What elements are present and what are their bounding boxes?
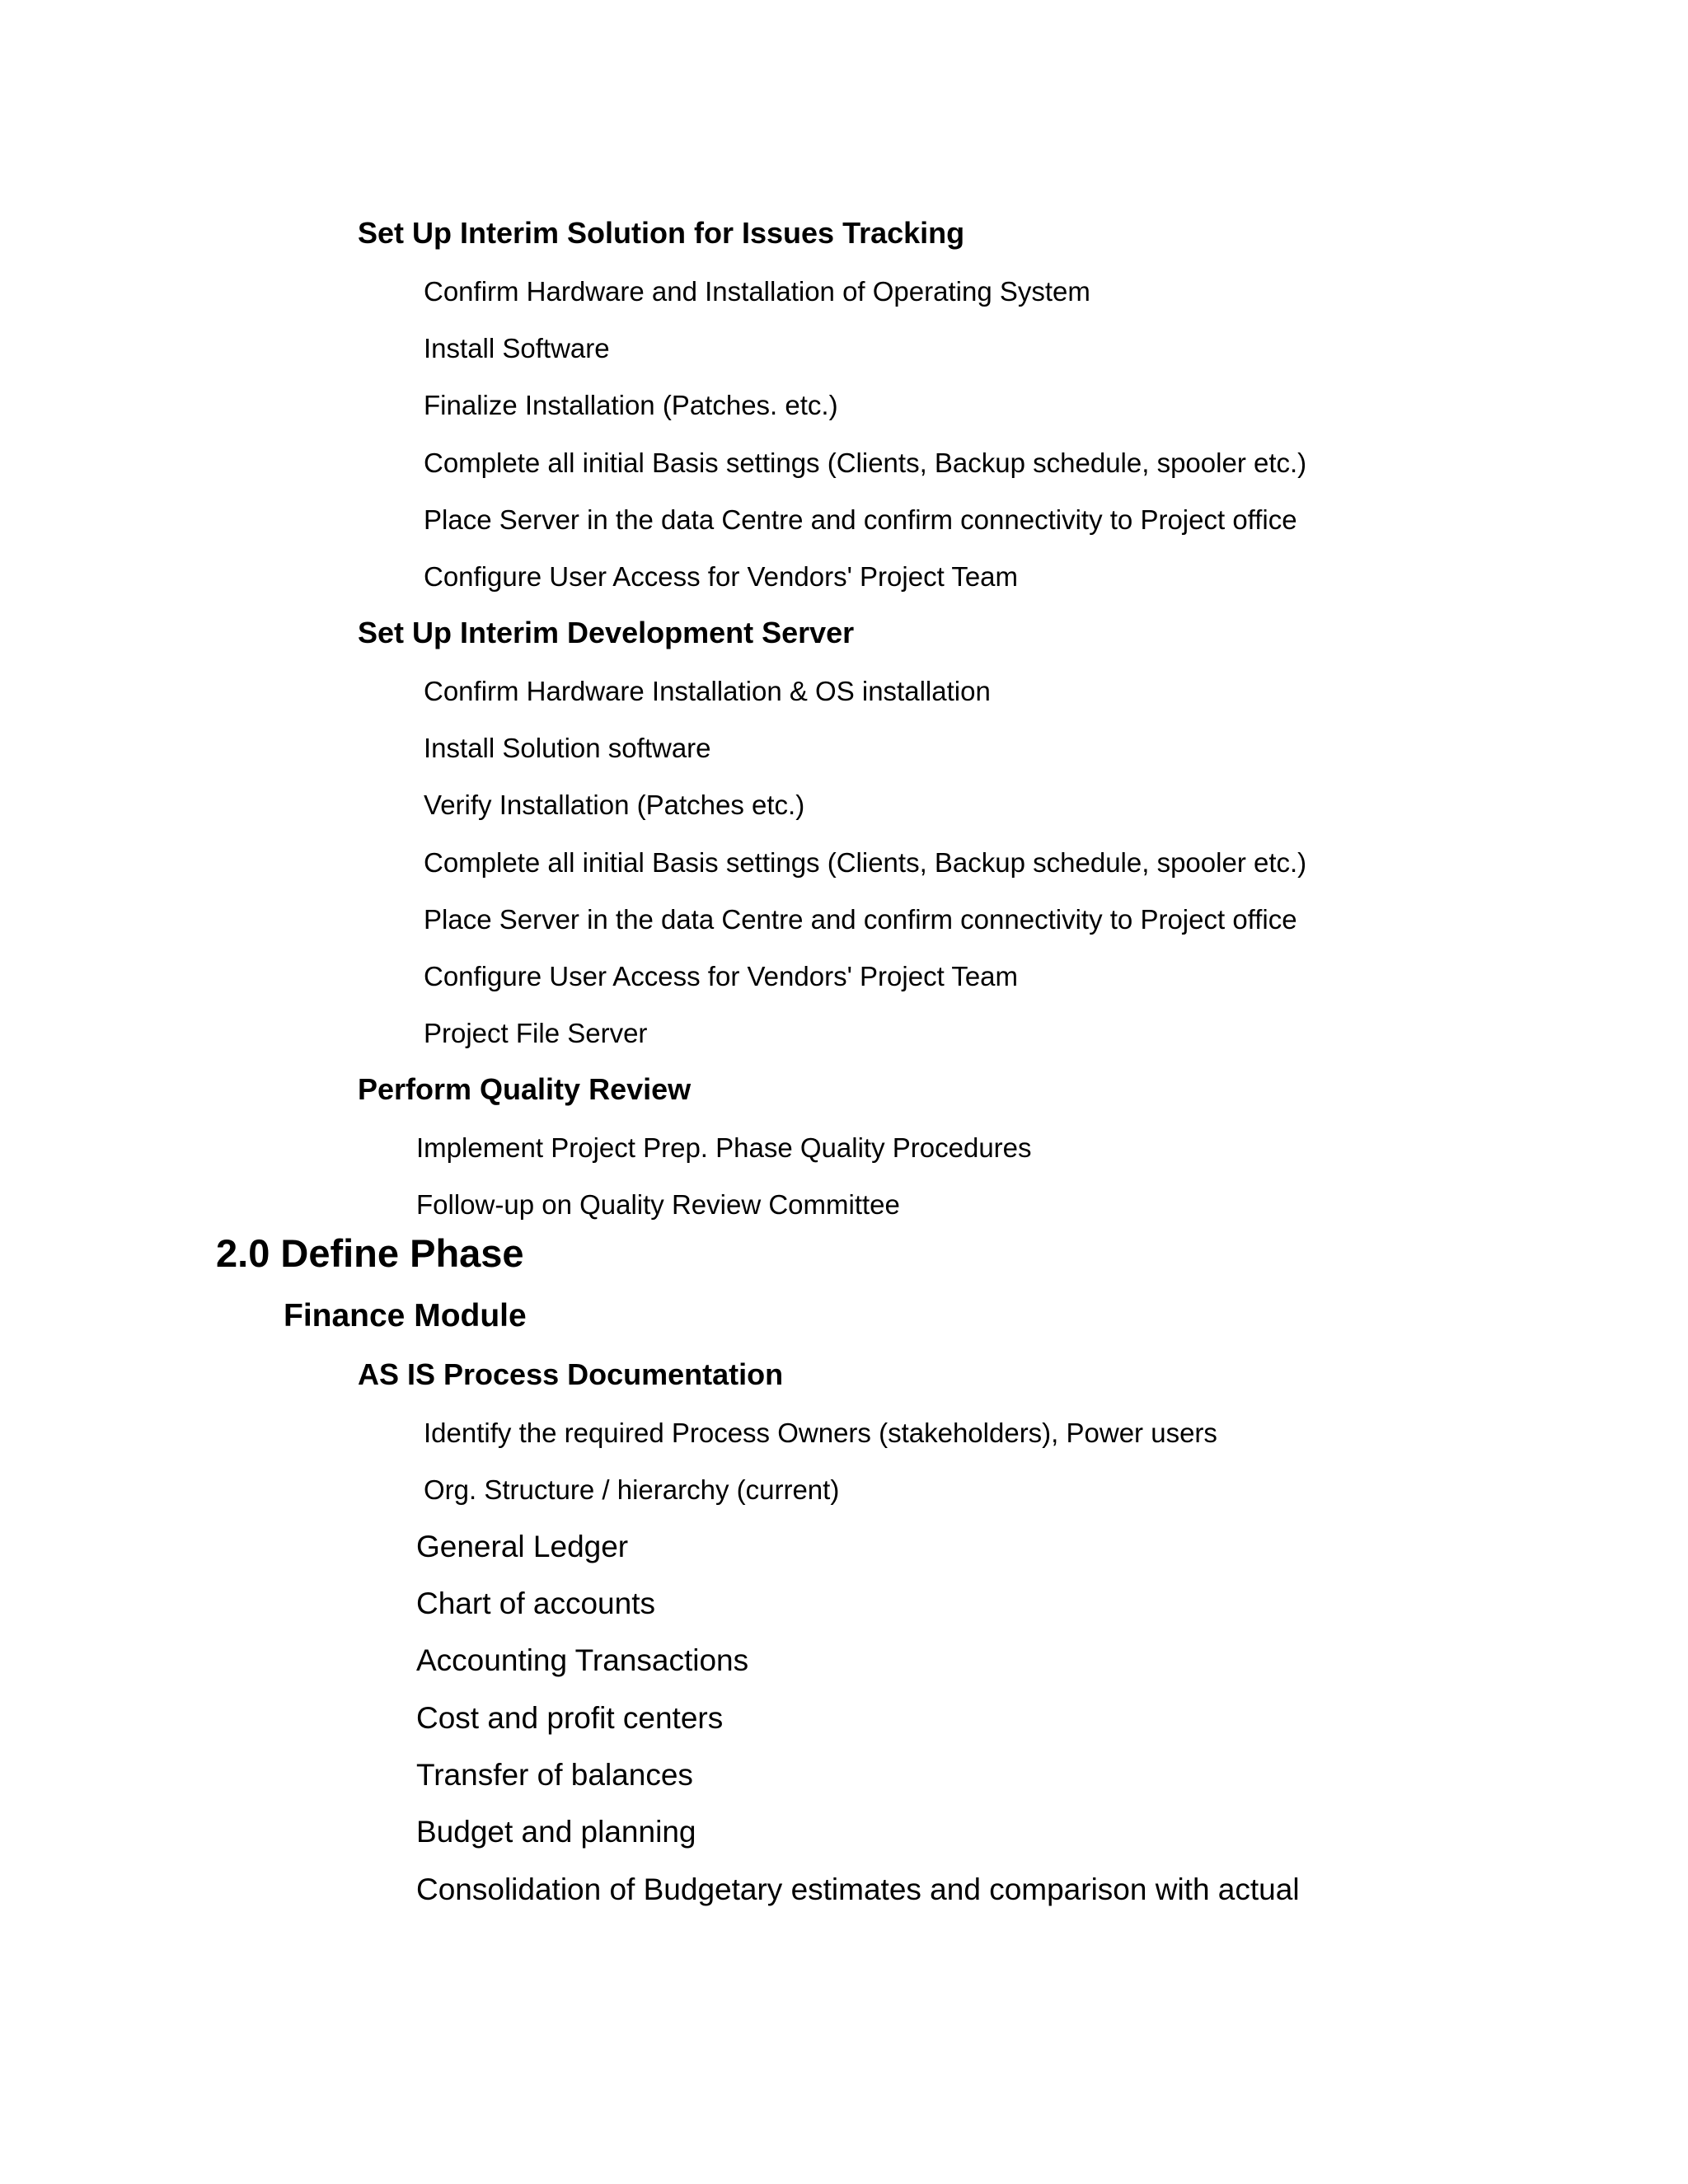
task-item: Cost and profit centers [416,1701,724,1735]
task-item: Install Solution software [424,733,711,763]
task-item: Confirm Hardware and Installation of Operating System [424,276,1090,307]
task-item: Budget and planning [416,1815,696,1849]
task-item: Implement Project Prep. Phase Quality Procedures [416,1132,1032,1163]
task-item: Verify Installation (Patches etc.) [424,790,805,820]
task-item: General Ledger [416,1530,629,1563]
task-item: Org. Structure / hierarchy (current) [424,1474,840,1505]
section-heading-as-is: AS IS Process Documentation [358,1357,784,1391]
task-item: Configure User Access for Vendors' Project Team [424,961,1019,991]
module-heading: Finance Module [284,1298,527,1333]
task-item: Identify the required Process Owners (stakeholders), Power users [424,1418,1217,1448]
section-heading-issues-tracking: Set Up Interim Solution for Issues Tracking [358,216,965,250]
task-item: Finalize Installation (Patches. etc.) [424,390,838,420]
task-item: Install Software [424,333,610,363]
task-item: Complete all initial Basis settings (Clients, Backup schedule, spooler etc.) [424,448,1307,478]
task-item: Place Server in the data Centre and confirm connectivity to Project office [424,504,1297,535]
section-heading-quality-review: Perform Quality Review [358,1072,692,1106]
phase-heading: 2.0 Define Phase [216,1231,524,1275]
task-item: Chart of accounts [416,1586,655,1620]
task-item: Configure User Access for Vendors' Project Team [424,561,1019,592]
task-item: Consolidation of Budgetary estimates and comparison with actual [416,1872,1300,1906]
task-item: Place Server in the data Centre and confirm connectivity to Project office [424,904,1297,935]
task-item: Confirm Hardware Installation & OS installation [424,676,991,706]
task-item: Follow-up on Quality Review Committee [416,1189,900,1220]
section-heading-dev-server: Set Up Interim Development Server [358,616,855,649]
task-item: Complete all initial Basis settings (Clients, Backup schedule, spooler etc.) [424,847,1307,878]
task-item: Project File Server [424,1018,648,1048]
task-item: Transfer of balances [416,1758,693,1792]
task-item: Accounting Transactions [416,1643,749,1677]
